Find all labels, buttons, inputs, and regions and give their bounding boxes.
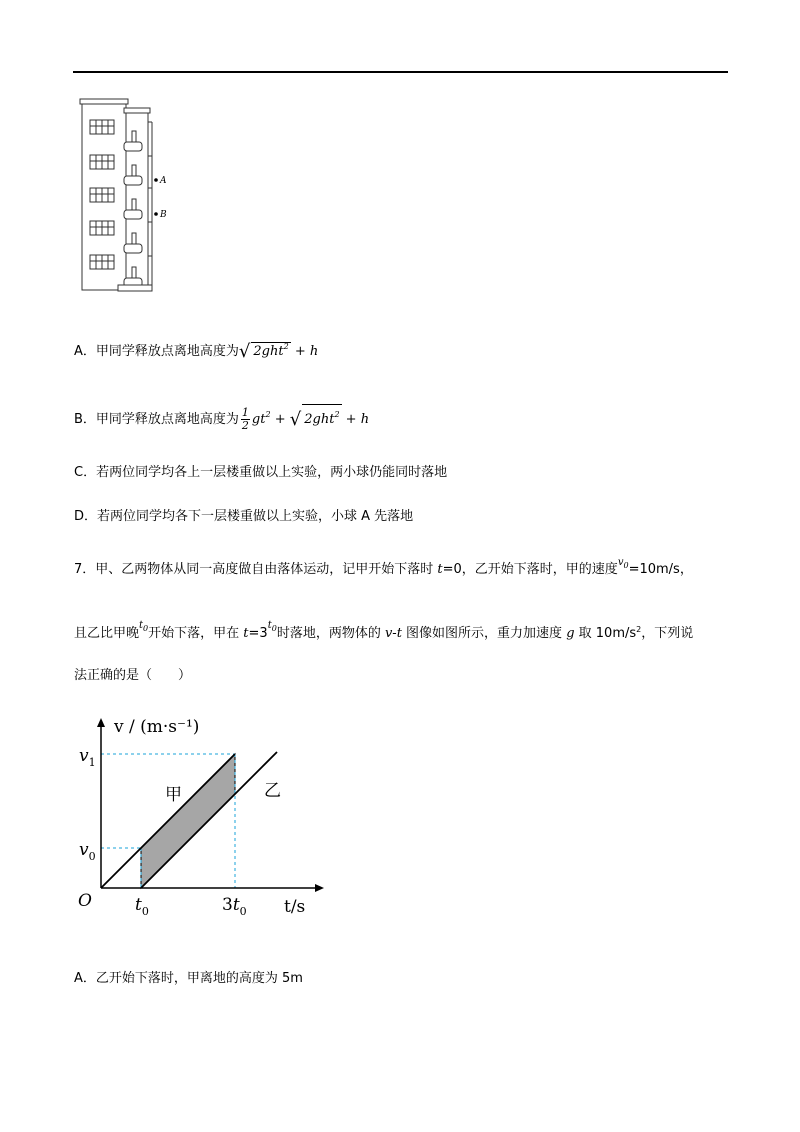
q7-var-t0: t [139, 620, 144, 631]
option-6d: D．若两位同学均各下一层楼重做以上实验，小球 A 先落地 [74, 509, 414, 524]
q7-text-2d: 时落地，两物体的 [276, 626, 385, 641]
q7-var-g: g [566, 626, 575, 641]
option-6b-radicand: 2ght [304, 412, 335, 427]
q7-var-v: v [617, 557, 624, 568]
x-axis-arrow [315, 884, 324, 892]
option-6b-tail: + h [345, 412, 370, 427]
ball-b-marker [154, 212, 158, 216]
q7-text-2c: =3 [248, 626, 268, 641]
ball-a-label: A [160, 176, 167, 186]
question-7-line1 [74, 557, 693, 580]
origin-label: O [78, 891, 92, 911]
option-6b-gt: gt [251, 412, 266, 427]
option-6b-plus: + [274, 412, 286, 427]
q7-text-1a: 7．甲、乙两物体从同一高度做自由落体运动，记甲开始下落时 [74, 562, 438, 577]
q7-var-t2: t [243, 626, 249, 641]
x-axis-label: t/s [284, 897, 306, 917]
q7-var-vt: v-t [384, 626, 402, 641]
option-6a-radicand: 2ght [253, 344, 284, 359]
y-axis-label: v / (m·s⁻¹) [114, 717, 200, 737]
q7-var-t: t [437, 562, 443, 577]
q7-var-t3: t [267, 620, 272, 631]
option-6a: A．甲同学释放点离地高度为√ 2ght$^2$ + h [74, 341, 319, 362]
option-6b-frac-den: 2 [241, 419, 249, 432]
q7-text-2a: 且乙比甲晚 [74, 626, 140, 641]
question-7-line2 [74, 620, 694, 644]
option-6b-exp: 2 [334, 410, 340, 419]
vt-chart [72, 710, 342, 922]
series-jia-label: 甲 [165, 785, 182, 805]
q7-text-2e: 图像如图所示，重力加速度 [401, 626, 567, 641]
q7-text-2f-sup: 2 [636, 625, 642, 634]
option-6b-text: B．甲同学释放点离地高度为 [74, 412, 239, 427]
q7-var-v-sub: 0 [623, 561, 629, 570]
series-yi-line [141, 752, 277, 888]
option-6b: B．甲同学释放点离地高度为 $\frac{1}{2}$ $gt^2$ + √ 2ght$^2$ + h [74, 403, 369, 433]
ball-a-marker [154, 178, 158, 182]
option-6a-exp: 2 [283, 342, 289, 351]
q7-var-t0-sub: 0 [143, 624, 149, 633]
option-6c: C．若两位同学均各上一层楼重做以上实验，两小球仍能同时落地 [74, 465, 448, 480]
option-6b-gt-exp: 2 [265, 410, 271, 419]
q7-text-2b: 开始下落，甲在 [148, 626, 244, 641]
q7-text-1b: =0，乙开始下落时，甲的速度 [442, 562, 618, 577]
ball-b-label: B [160, 210, 167, 220]
y-tick-v0: $v_0$ [79, 840, 96, 863]
option-6a-tail: + h [294, 344, 319, 359]
q7-text-2h: ，下列说 [641, 626, 694, 641]
x-tick-t0: $t_0$ [135, 895, 149, 918]
y-axis-arrow [97, 718, 105, 727]
option-6b-frac-num: 1 [241, 406, 249, 419]
q7-var-t3-sub: 0 [271, 624, 277, 633]
q7-text-1c: =10m/s， [628, 562, 693, 577]
header-rule [73, 71, 728, 73]
y-tick-v1: $v_1$ [79, 746, 96, 769]
building-figure [78, 98, 198, 296]
question-7-line3: 法正确的是（ ） [74, 668, 192, 683]
series-yi-label: 乙 [264, 781, 281, 801]
x-tick-3t0: $3t_0$ [222, 895, 247, 918]
series-jia-line [101, 754, 235, 888]
option-6a-text: A．甲同学释放点离地高度为 [74, 344, 239, 359]
q7-text-2f: 取 10m/s [574, 626, 637, 641]
shaded-area [141, 754, 235, 888]
option-7a: A．乙开始下落时，甲离地的高度为 5m [74, 971, 303, 986]
